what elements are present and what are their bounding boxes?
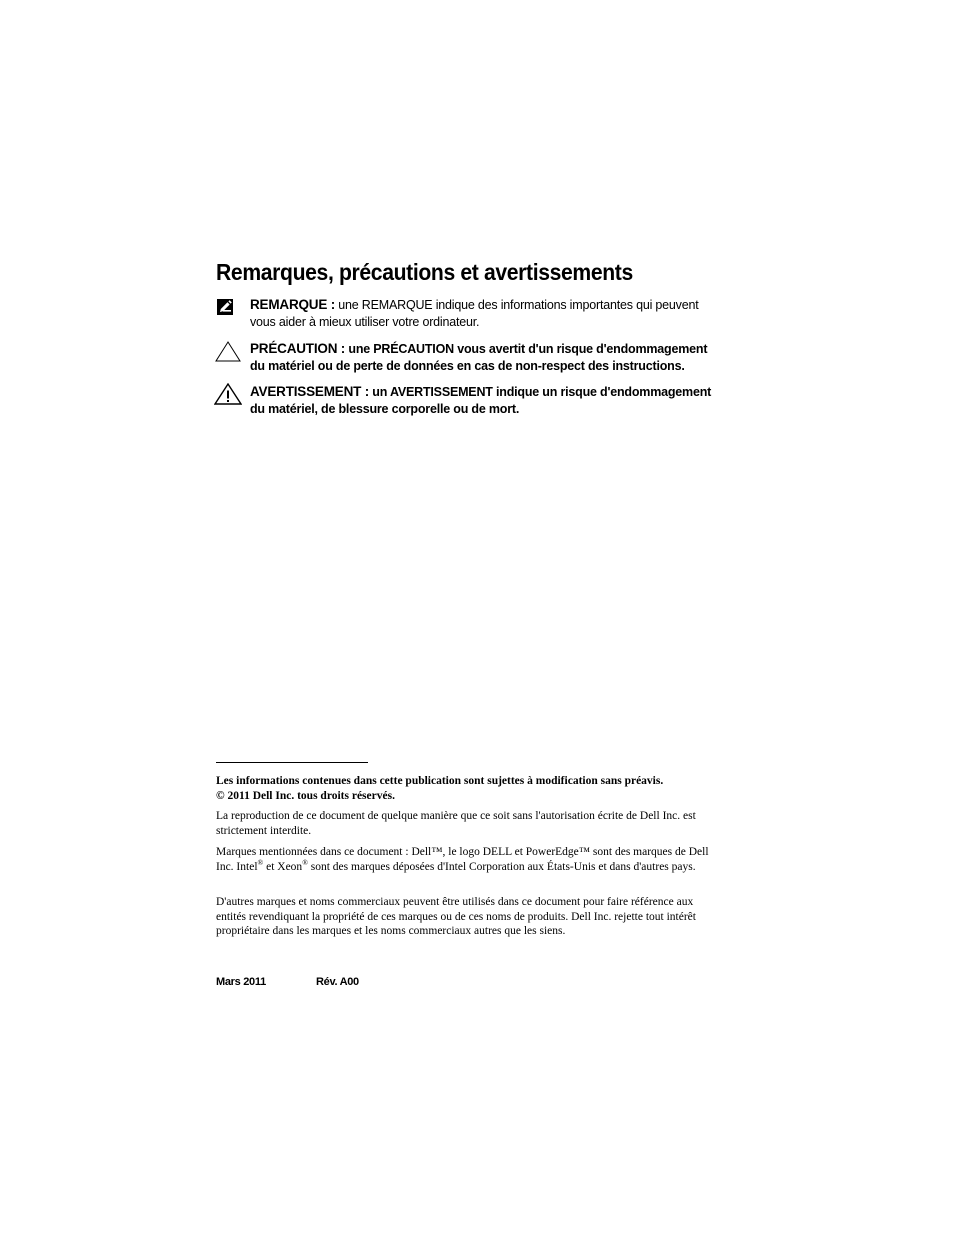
- trademarks-notice: Marques mentionnées dans ce document : Dell™, le logo DELL et PowerEdge™ sont des marques de Dell Inc. Intel® et Xeon® sont des marques déposées d'Intel Corporation aux États-Unis et dans d'autres pays.: [216, 846, 709, 873]
- note-label: REMARQUE :: [250, 297, 335, 312]
- caution-triangle-icon: [214, 340, 242, 364]
- caution-label: PRÉCAUTION :: [250, 341, 346, 356]
- other-trademarks-notice: D'autres marques et noms commerciaux peuvent être utilisés dans ce document pour faire référence aux entités revendiquant la propriété de ces marques ou de ces noms de produits. Dell Inc. rejette tout intérêt propriétaire dans les marques et les noms commerciaux autres que les siens.: [216, 896, 696, 937]
- warning-body: un AVERTISSEMENT indique un risque d'endommagement du matériel, de blessure corporelle ou de mort.: [250, 385, 712, 416]
- page-title: Remarques, précautions et avertissements: [216, 259, 633, 285]
- revision-number: Rév. A00: [316, 976, 359, 988]
- warning-exclamation-triangle-icon: [214, 383, 242, 407]
- reproduction-notice: La reproduction de ce document de quelque manière que ce soit sans l'autorisation écrite de Dell Inc. est strictement interdite.: [216, 810, 696, 837]
- footnote-divider: [216, 762, 368, 763]
- copyright-line: © 2011 Dell Inc. tous droits réservés.: [216, 789, 395, 802]
- registered-mark: ®: [257, 857, 264, 867]
- registered-mark: ®: [302, 857, 308, 867]
- note-pencil-icon: [214, 296, 242, 320]
- legal-notice-line: Les informations contenues dans cette publication sont sujettes à modification sans préavis.: [216, 775, 664, 787]
- legal-heading: [216, 774, 716, 803]
- note-body: une REMARQUE indique des informations importantes qui peuvent vous aider à mieux utiliser votre ordinateur.: [250, 298, 699, 329]
- warning-notice: [214, 383, 714, 418]
- caution-notice: [214, 340, 714, 375]
- note-notice: [214, 296, 714, 331]
- caution-body: une PRÉCAUTION vous avertit d'un risque d'endommagement du matériel ou de perte de données en cas de non-respect des instructions.: [250, 342, 708, 373]
- warning-label: AVERTISSEMENT :: [250, 384, 370, 399]
- publication-date: Mars 2011: [216, 976, 266, 988]
